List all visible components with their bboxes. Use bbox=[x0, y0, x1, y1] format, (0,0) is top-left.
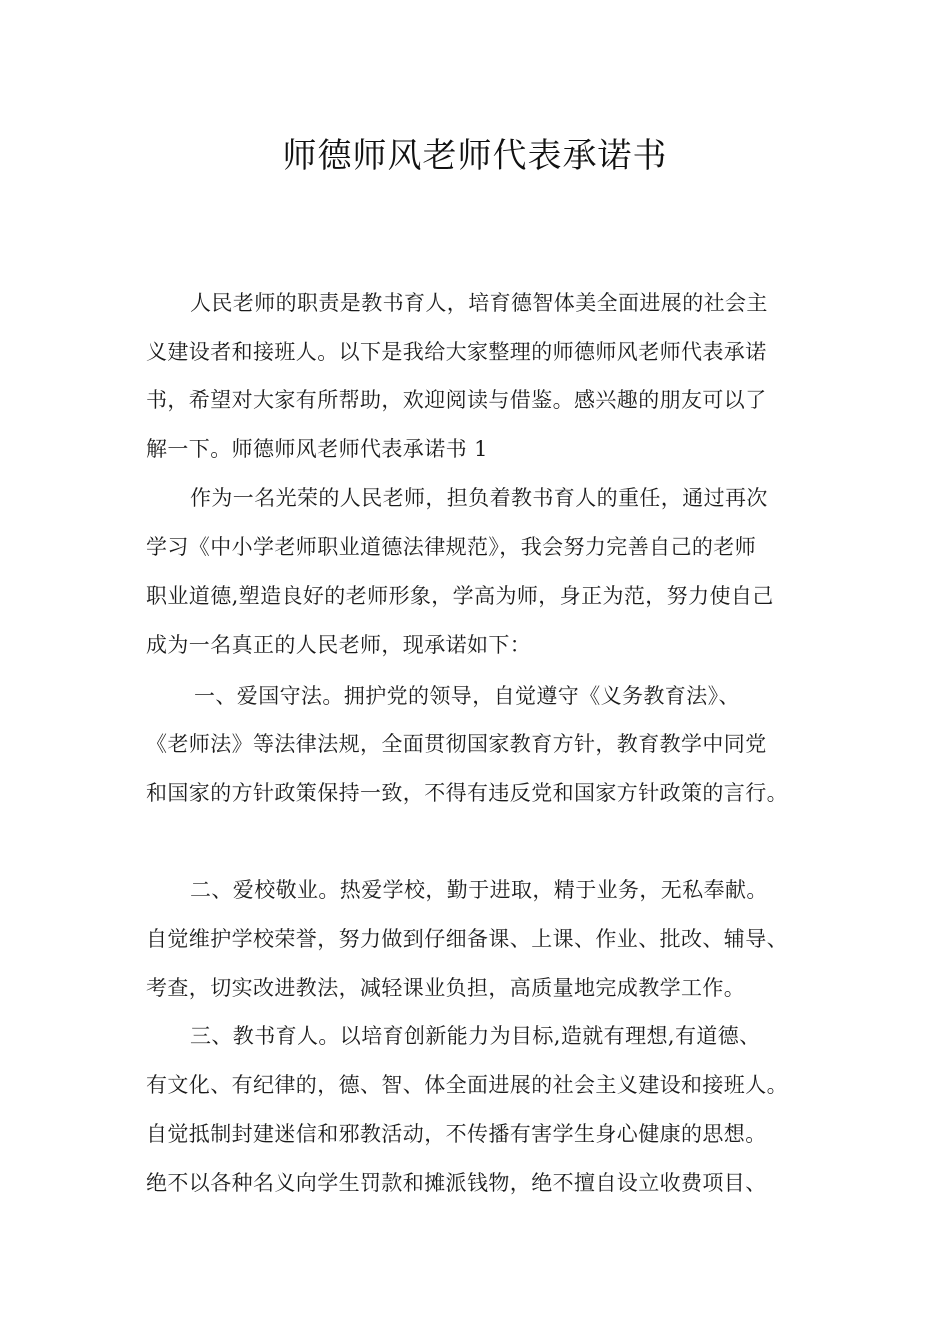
document-title: 师德师风老师代表承诺书 bbox=[282, 136, 668, 176]
body-line: 绝不以各种名义向学生罚款和摊派钱物，绝不擅自设立收费项目、 bbox=[146, 1171, 767, 1195]
body-line: 作为一名光荣的人民老师，担负着教书育人的重任，通过再次 bbox=[190, 486, 768, 510]
body-line: 人民老师的职责是教书育人，培育德智体美全面进展的社会主 bbox=[190, 291, 768, 315]
body-line: 书，希望对大家有所帮助，欢迎阅读与借鉴。感兴趣的朋友可以了 bbox=[146, 388, 767, 412]
body-line: 一、爱国守法。拥护党的领导，自觉遵守《义务教育法》、 bbox=[194, 684, 740, 708]
body-line: 义建设者和接班人。以下是我给大家整理的师德师风老师代表承诺 bbox=[146, 340, 767, 364]
body-line: 和国家的方针政策保持一致，不得有违反党和国家方针政策的言行。 bbox=[146, 781, 788, 805]
body-line: 学习《中小学老师职业道德法律规范》，我会努力完善自己的老师 bbox=[146, 535, 757, 559]
body-line: 自觉抵制封建迷信和邪教活动，不传播有害学生身心健康的思想。 bbox=[146, 1122, 767, 1146]
body-line: 有文化、有纪律的，德、智、体全面进展的社会主义建设和接班人。 bbox=[146, 1073, 788, 1097]
body-line: 二、爱校敬业。热爱学校，勤于进取，精于业务，无私奉献。 bbox=[190, 878, 768, 902]
body-line: 职业道德,塑造良好的老师形象，学高为师，身正为范，努力使自己 bbox=[146, 584, 774, 608]
body-line: 自觉维护学校荣誉，努力做到仔细备课、上课、作业、批改、辅导、 bbox=[146, 927, 788, 951]
body-line: 成为一名真正的人民老师，现承诺如下： bbox=[146, 633, 532, 657]
body-line: 《老师法》等法律法规，全面贯彻国家教育方针，教育教学中同党 bbox=[146, 732, 767, 756]
body-line: 考查，切实改进教法，减轻课业负担，高质量地完成教学工作。 bbox=[146, 976, 746, 1000]
body-line: 三、教书育人。以培育创新能力为目标,造就有理想,有道德、 bbox=[190, 1024, 761, 1048]
body-line: 解一下。师德师风老师代表承诺书 1 bbox=[146, 437, 488, 461]
